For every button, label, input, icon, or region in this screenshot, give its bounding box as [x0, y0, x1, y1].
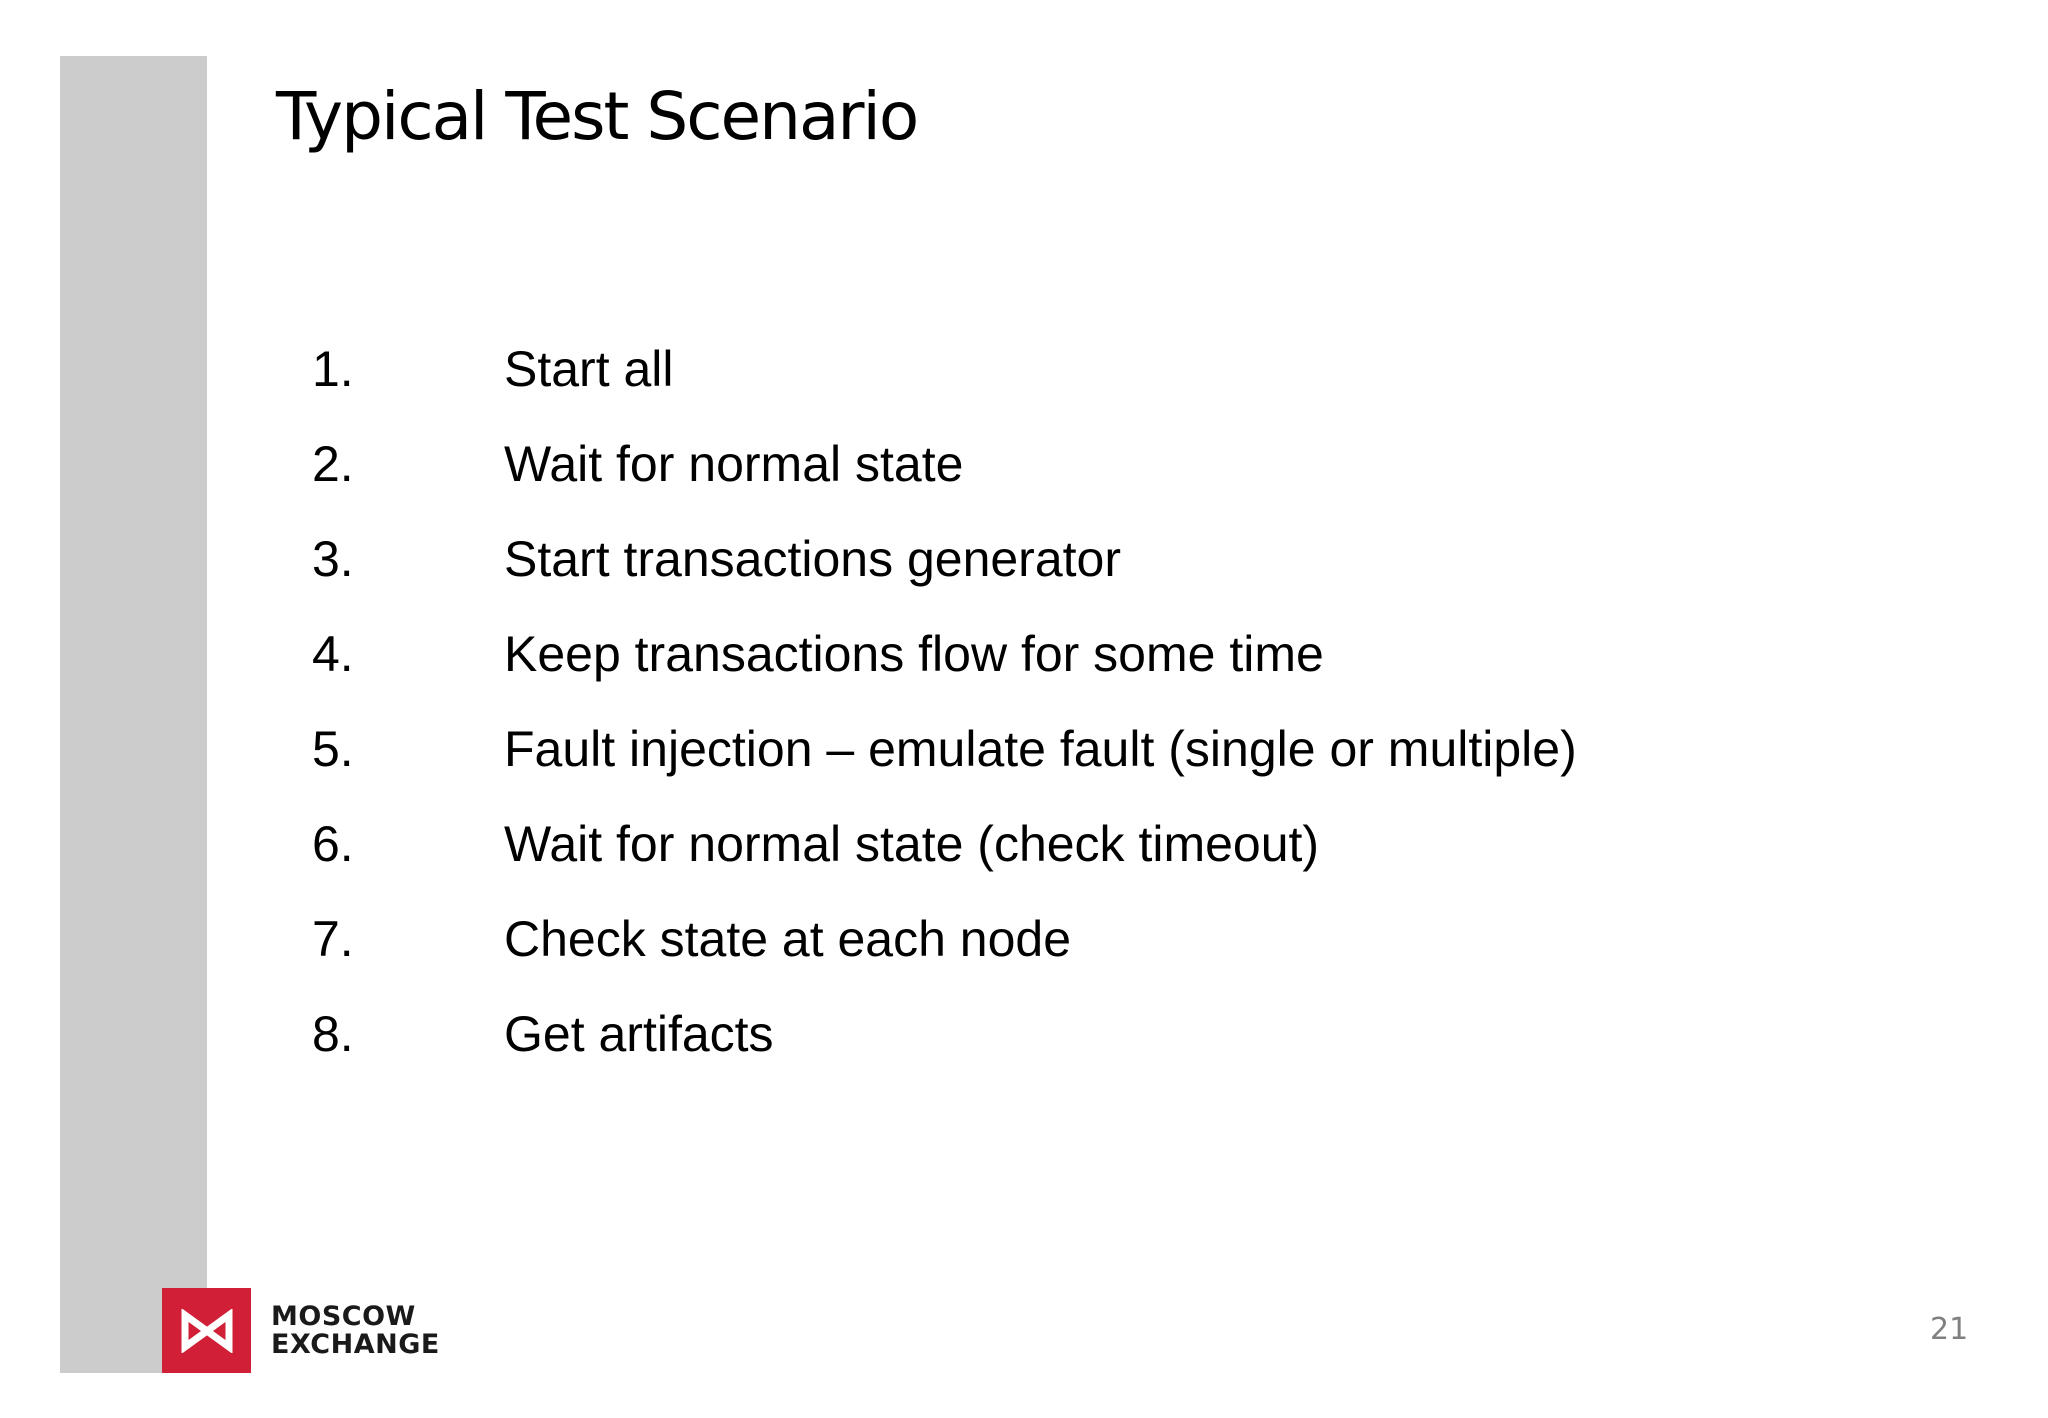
moscow-exchange-logo-icon: [162, 1288, 251, 1373]
step-text: Fault injection – emulate fault (single or multiple): [504, 721, 1577, 777]
step-text: Keep transactions flow for some time: [504, 626, 1324, 682]
step-text: Get artifacts: [504, 1006, 774, 1062]
step-text: Start transactions generator: [504, 531, 1121, 587]
step-number: 4.: [312, 626, 354, 682]
list-item: [312, 892, 1577, 987]
slide-title: Typical Test Scenario: [276, 78, 918, 155]
left-sidebar-band: [60, 56, 207, 1373]
list-item: [312, 417, 1577, 512]
step-number: 7.: [312, 911, 354, 967]
list-item: [312, 987, 1577, 1082]
moscow-exchange-logo: [162, 1288, 440, 1373]
logo-wordmark: [271, 1300, 440, 1360]
step-number: 3.: [312, 531, 354, 587]
step-number: 1.: [312, 341, 354, 397]
list-item: [312, 322, 1577, 417]
step-number: 2.: [312, 436, 354, 492]
logo-line-1: MOSCOW: [271, 1300, 416, 1332]
steps-list: [312, 322, 1577, 1082]
step-text: Check state at each node: [504, 911, 1072, 967]
page-number: 21: [1930, 1312, 1969, 1347]
list-item: [312, 607, 1577, 702]
logo-glyph-icon: [181, 1309, 233, 1353]
list-item: [312, 512, 1577, 607]
step-number: 6.: [312, 816, 354, 872]
step-number: 5.: [312, 721, 354, 777]
list-item: [312, 797, 1577, 892]
step-text: Start all: [504, 341, 674, 397]
logo-line-2: EXCHANGE: [271, 1328, 440, 1360]
step-number: 8.: [312, 1006, 354, 1062]
step-text: Wait for normal state: [504, 436, 964, 492]
list-item: [312, 702, 1577, 797]
step-text: Wait for normal state (check timeout): [504, 816, 1320, 872]
